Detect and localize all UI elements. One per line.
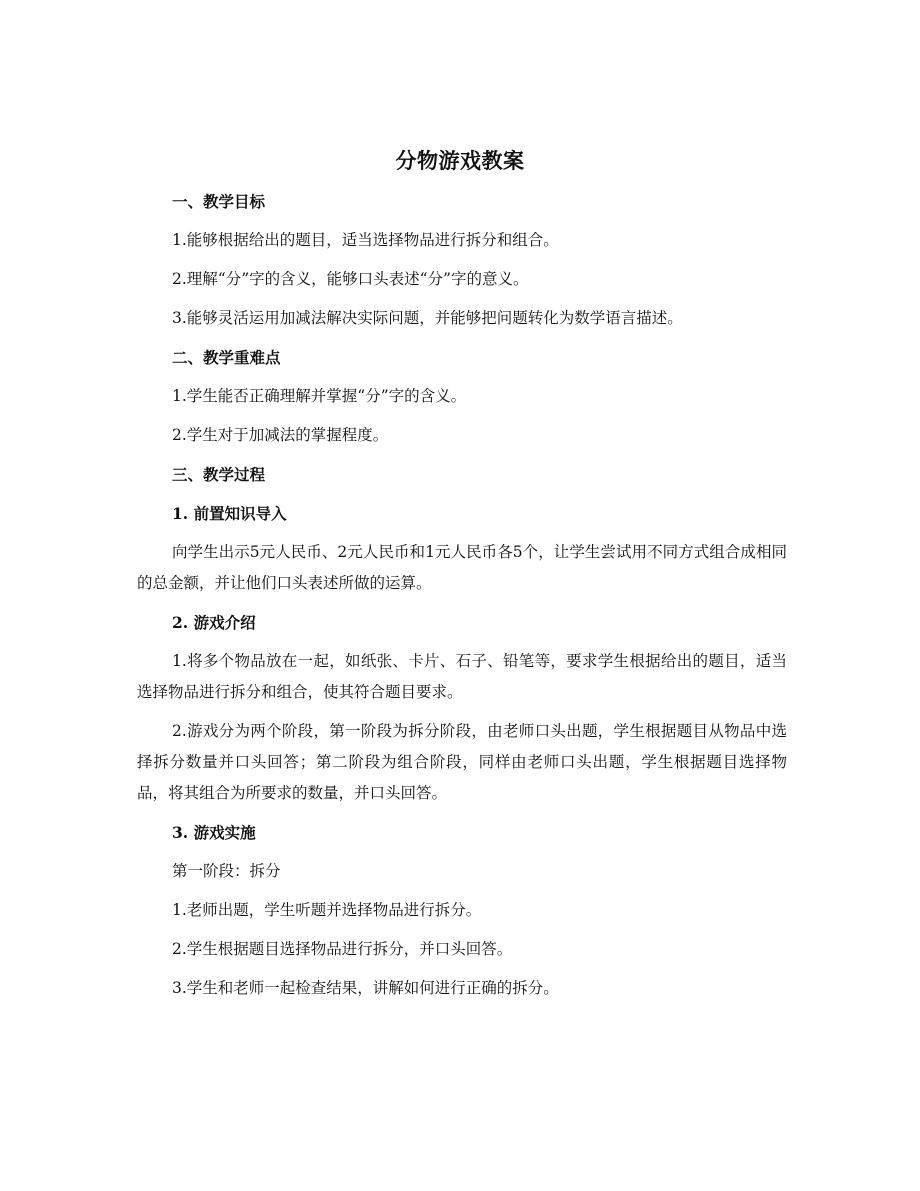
document-body (137, 186, 787, 1012)
paragraph: 1.将多个物品放在一起，如纸张、卡片、石子、铅笔等，要求学生根据给出的题目，适当选择物品进行拆分和组合，使其符合题目要求。 (137, 652, 787, 701)
paragraph: 2.学生对于加减法的掌握程度。 (172, 426, 389, 444)
paragraph: 1.能够根据给出的题目，适当选择物品进行拆分和组合。 (172, 231, 559, 249)
section-heading-process: 三、教学过程 (172, 465, 266, 484)
paragraph: 2.游戏分为两个阶段，第一阶段为拆分阶段，由老师口头出题，学生根据题目从物品中选择拆分数量并口头回答；第二阶段为组合阶段，同样由老师口头出题，学生根据题目选择物品，将其组合为所要求的数量，并口头回答。 (137, 722, 787, 802)
paragraph: 向学生出示5元人民币、2元人民币和1元人民币各5个，让学生尝试用不同方式组合成相同的总金额，并让他们口头表述所做的运算。 (137, 543, 787, 592)
paragraph: 第一阶段：拆分 (172, 862, 281, 880)
paragraph: 2.学生根据题目选择物品进行拆分，并口头回答。 (172, 940, 513, 958)
paragraph: 2.理解“分”字的含义，能够口头表述“分”字的意义。 (172, 270, 529, 288)
subsection-heading: 2. 游戏介绍 (172, 613, 256, 632)
subsection-heading: 3. 游戏实施 (172, 823, 256, 842)
paragraph: 1.老师出题，学生听题并选择物品进行拆分。 (172, 901, 482, 919)
section-heading-objectives: 一、教学目标 (172, 192, 266, 211)
paragraph: 3.能够灵活运用加减法解决实际问题，并能够把问题转化为数学语言描述。 (172, 309, 683, 327)
subsection-heading: 1. 前置知识导入 (172, 504, 287, 523)
document-title: 分物游戏教案 (395, 148, 525, 173)
section-heading-key-points: 二、教学重难点 (172, 348, 281, 367)
paragraph: 3.学生和老师一起检查结果，讲解如何进行正确的拆分。 (172, 979, 559, 997)
paragraph: 1.学生能否正确理解并掌握“分”字的含义。 (172, 387, 467, 405)
